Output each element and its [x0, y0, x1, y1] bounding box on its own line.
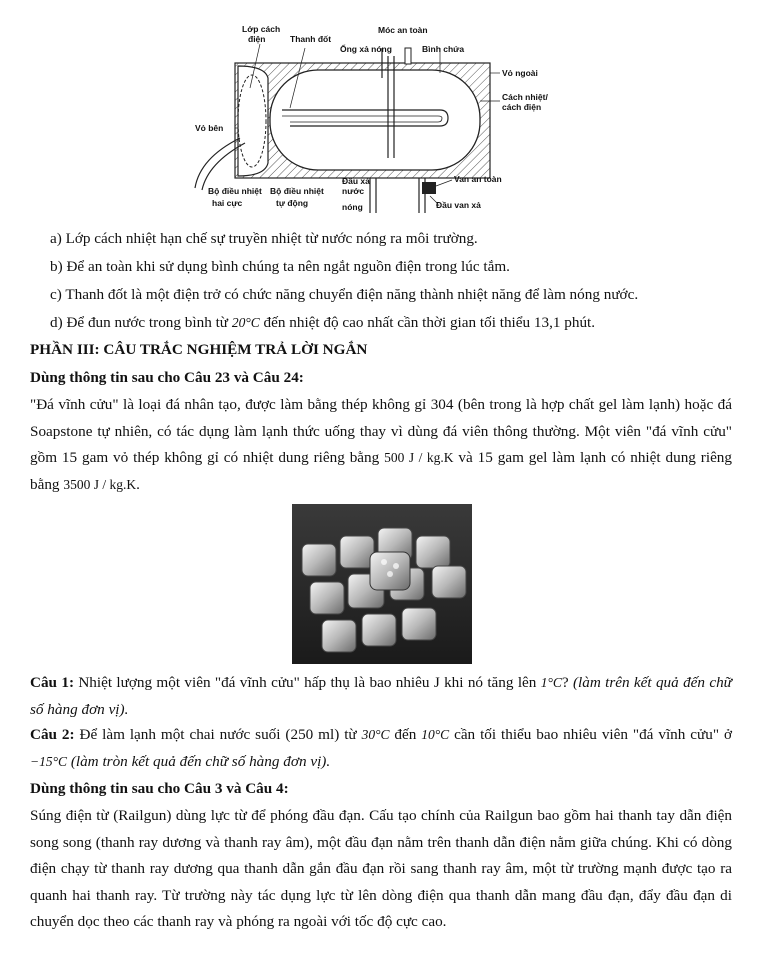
- water-heater-svg: [190, 18, 560, 218]
- front-cover: [238, 66, 268, 176]
- option-d-temp: 20°C: [231, 315, 260, 330]
- label-ong-xa-nong: Ống xả nóng: [340, 44, 392, 54]
- question-1-label: Câu 1:: [30, 674, 74, 691]
- info-3-4-heading: Dùng thông tin sau cho Câu 3 và Câu 4:: [30, 780, 289, 797]
- option-d-suffix: đến nhiệt độ cao nhất cần thời gian tối thiểu 13,1 phút.: [259, 314, 596, 331]
- tank: [270, 70, 480, 170]
- question-2-label: Câu 2:: [30, 726, 75, 743]
- svg-text:điện: [248, 34, 265, 44]
- heat-capacity-steel: 500 J / kg.K: [384, 450, 454, 465]
- question-2-note: (làm tròn kết quả đến chữ số hàng đơn vị).: [67, 752, 331, 770]
- option-b: b) Để an toàn khi sử dụng bình chúng ta nên ngắt nguồn điện trong lúc tắm.: [50, 258, 510, 275]
- option-d: [50, 313, 595, 333]
- label-vo-ngoai: Vỏ ngoài: [502, 68, 538, 78]
- question-1-note: (làm trên kết quả đến chữ số hàng đơn vị).: [30, 674, 732, 718]
- option-d-prefix: d) Để đun nước trong bình từ: [50, 314, 232, 331]
- svg-text:cách điện: [502, 102, 541, 112]
- svg-text:nóng: [342, 202, 363, 212]
- svg-text:tự động: [276, 198, 308, 208]
- svg-text:hai cực: [212, 198, 243, 208]
- label-vo-ben: Vỏ bên: [195, 123, 224, 133]
- option-c: c) Thanh đốt là một điện trở có chức năng chuyển điện năng thành nhiệt năng để làm nóng nước.: [50, 286, 639, 303]
- label-thanh-dot: Thanh đốt: [290, 34, 332, 44]
- svg-text:Cách nhiệt/: [502, 92, 548, 102]
- label-lop-cach-dien-1: Lớp cách: [242, 24, 281, 34]
- svg-text:Ống xả nóng: [340, 43, 392, 54]
- question-2: Câu 2: Để làm lạnh một chai nước suối (250 ml) từ 30°C đến 10°C cần tối thiểu bao nhiêu viên "đá vĩnh cửu" ở −15°C (làm tròn kết quả đến chữ số hàng đơn vị).: [30, 726, 732, 770]
- option-a: a) Lớp cách nhiệt hạn chế sự truyền nhiệt từ nước nóng ra môi trường.: [50, 230, 478, 247]
- info-23-24-paragraph: "Đá vĩnh cửu" là loại đá nhân tạo, được làm bằng thép không gỉ 304 (bên trong là hợp chất gel làm lạnh) hoặc đá Soapstone tự nhiên, có tác dụng làm lạnh thức uống thay vì dùng đá viên thông thường. Một viên "đá vĩnh cửu" gồm 15 gam vỏ thép không gỉ có nhiệt dung riêng bằng 500 J / kg.K và 15 gam gel làm lạnh có nhiệt dung riêng bằng 3500 J / kg.K.: [30, 396, 732, 493]
- svg-text:Bộ điều nhiệt: [270, 186, 324, 196]
- label-bo-dieu-nhiet-hai-cuc-1: Bộ điều nhiệt: [208, 186, 262, 196]
- section-3-title: PHẦN III: CÂU TRẮC NGHIỆM TRẢ LỜI NGẮN: [30, 341, 368, 358]
- svg-text:Vỏ bên: [195, 123, 223, 133]
- label-bo-dieu-nhiet-tu-dong-2: tự động: [276, 198, 309, 208]
- question-1: Câu 1: Nhiệt lượng một viên "đá vĩnh cửu" hấp thụ là bao nhiêu J khi nó tăng lên 1°C? (làm trên kết quả đến chữ số hàng đơn vị).: [30, 674, 732, 718]
- label-bo-dieu-nhiet-hai-cuc-2: hai cực: [212, 198, 243, 208]
- svg-text:Đầu van xả: [436, 200, 481, 210]
- water-heater-diagram: [190, 18, 560, 218]
- label-bo-dieu-nhiet-tu-dong-1: Bộ điều nhiệt: [270, 186, 324, 196]
- label-dau-van-xa: Đầu van xả: [436, 200, 481, 210]
- steel-ice-cubes-photo: [292, 504, 472, 664]
- svg-text:Bộ điều nhiệt: [208, 186, 262, 196]
- steel-cubes-image: [292, 504, 472, 664]
- label-van-an-toan: Van an toàn: [454, 174, 502, 184]
- svg-text:nước: [342, 186, 364, 196]
- label-dau-xa-3: nóng: [342, 202, 363, 212]
- label-binh-chua: Bình chứa: [422, 44, 465, 54]
- label-lop-cach-dien-2: điện: [248, 34, 266, 44]
- safety-valve: [422, 182, 436, 194]
- question-1-temp: 1°C: [540, 675, 562, 690]
- label-moc-an-toan: Móc an toàn: [378, 25, 428, 35]
- heat-capacity-gel: 3500 J / kg.K: [63, 476, 137, 492]
- svg-text:Vỏ ngoài: [502, 68, 538, 78]
- label-cach-nhiet-2: cách điện: [502, 102, 542, 112]
- label-dau-xa-2: nước: [342, 186, 365, 196]
- svg-text:Móc an toàn: [378, 25, 428, 35]
- label-cach-nhiet-1: Cách nhiệt/: [502, 92, 548, 102]
- svg-text:Đầu xả: [342, 176, 370, 186]
- svg-text:Thanh đốt: [290, 34, 331, 44]
- info-23-24-heading: Dùng thông tin sau cho Câu 23 và Câu 24:: [30, 369, 304, 386]
- svg-text:Lớp cách: [242, 24, 280, 34]
- info-3-4-paragraph: Súng điện từ (Railgun) dùng lực từ để phóng đầu đạn. Cấu tạo chính của Railgun bao gồm hai thanh tay dẫn điện song song (thanh ray dương và thanh ray âm), một đầu đạn nằm trên thanh dẫn điện nằm giữa chúng. Khi có dòng điện chạy từ thanh ray dương qua thanh dẫn gắn đầu đạn rồi sang thanh ray âm, một từ trường mạnh được tạo ra quanh hai thanh ray. Từ trường này tác dụng lực từ lên dòng điện qua thanh dẫn mang đầu đạn, đẩy đầu đạn di chuyển dọc theo các thanh ray và phóng ra ngoài với tốc độ cực cao.: [30, 807, 732, 930]
- svg-text:Bình chứa: [422, 44, 464, 54]
- svg-text:Van an toàn: [454, 174, 502, 184]
- label-dau-xa-1: Đầu xả: [342, 176, 370, 186]
